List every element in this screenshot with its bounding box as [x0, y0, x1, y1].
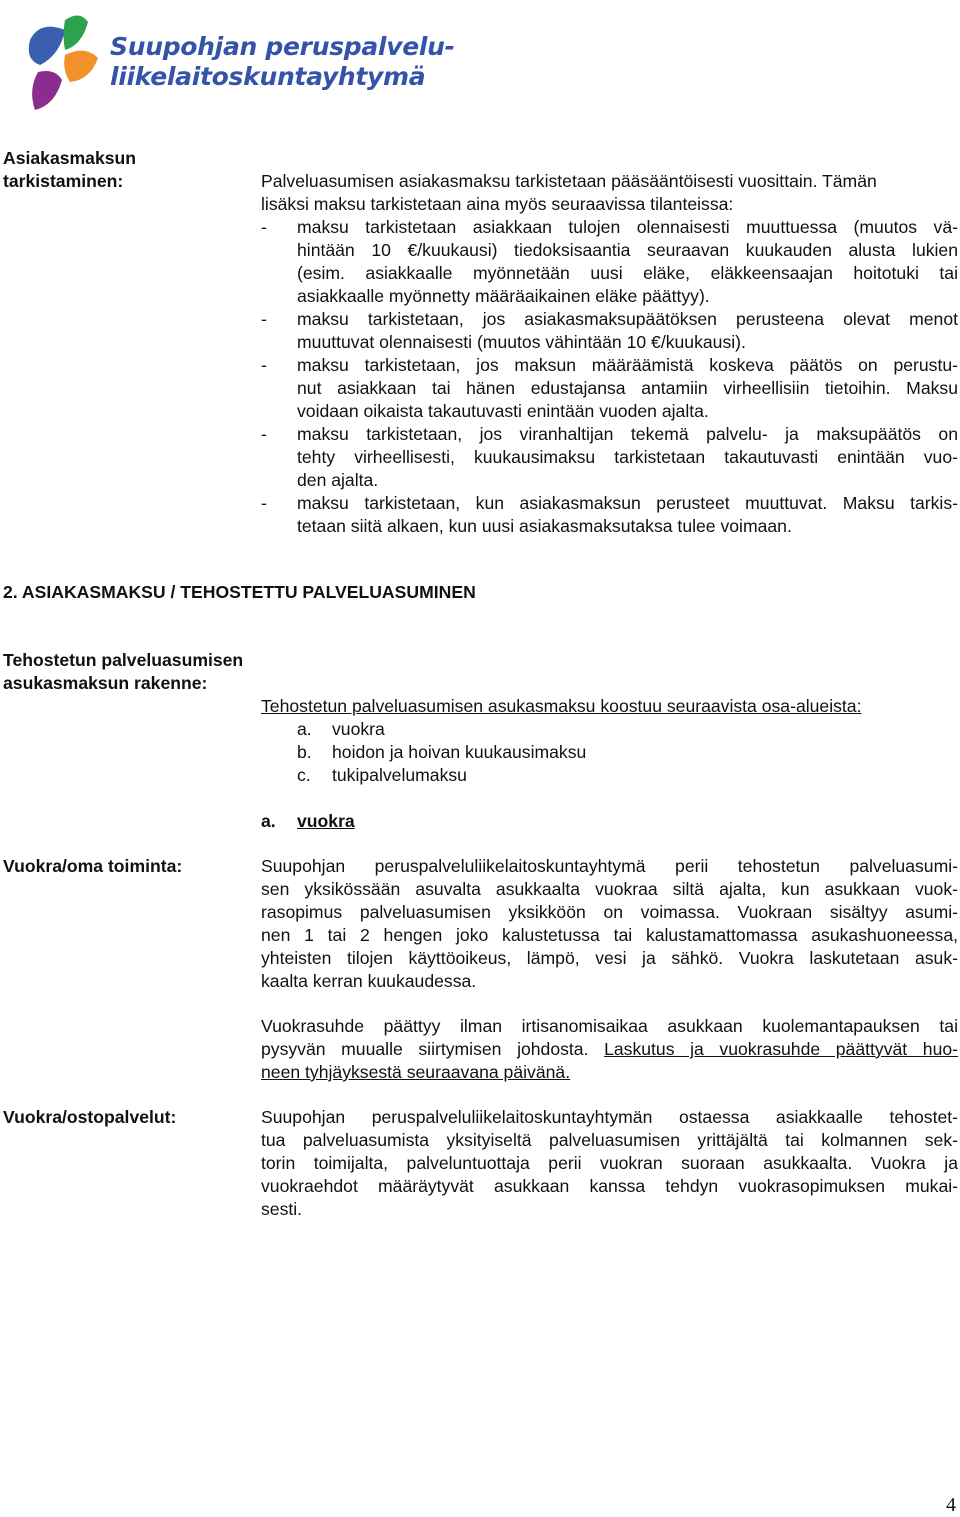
list-item-text: vuokra [332, 719, 385, 739]
paragraph-line: nen 1 tai 2 hengen joko kalustetussa tai kalustamattomassa asukashuoneessa, [261, 925, 958, 945]
paragraph-line-mixed [261, 1038, 958, 1061]
paragraph-line: tua palveluasumista yksityiseltä palveluasumisen yrittäjältä tai kolmannen sek- [261, 1130, 958, 1150]
bullet-line: maksu tarkistetaan, jos viranhaltijan tekemä palvelu- ja maksupäätös on [297, 424, 958, 444]
structure-lead-text: Tehostetun palveluasumisen asukasmaksu koostuu seuraavista osa-alueista: [261, 696, 862, 716]
bullet-line: (esim. asiakkaalle myönnetään uusi eläke, eläkkeensaajan hoitotuki tai [297, 263, 958, 283]
bullet-line: voidaan oikaista takautuvasti enintään vuoden ajalta. [297, 401, 709, 421]
paragraph-line: sesti. [261, 1199, 303, 1219]
bullet-line: hintään 10 €/kuukausi) tiedoksisaantia seuraavan kuukauden alusta lukien [297, 240, 958, 260]
list-item-text: hoidon ja hoivan kuukausimaksu [332, 742, 587, 762]
paragraph-line: Suupohjan peruspalveluliikelaitoskuntayhtymän ostaessa asiakkaalle tehostet- [261, 1107, 958, 1127]
paragraph-line: Vuokrasuhde päättyy ilman irtisanomisaikaa asukkaan kuolemantapauksen tai [261, 1016, 958, 1036]
intro-text-line2: lisäksi maksu tarkistetaan aina myös seuraavissa tilanteissa: [261, 194, 734, 214]
intro-text-line1: Palveluasumisen asiakasmaksu tarkistetaan pääsääntöisesti vuosittain. Tämän [261, 171, 877, 191]
bullet-line: muuttuvat olennaisesti (muutos vähintään 10 €/kuukausi). [297, 332, 746, 352]
logo-mark-icon [20, 10, 110, 120]
paragraph-line: torin toimijalta, palveluntuottaja perii vuokran suoraan asukkaalta. Vuokra ja [261, 1153, 958, 1173]
section-label-line2: tarkistaminen: [3, 171, 124, 191]
bullet-dash: - [261, 217, 267, 237]
subheading-title: vuokra [297, 811, 355, 831]
bullet-line: maksu tarkistetaan asiakkaan tulojen olennaisesti muuttuessa (muutos vä- [297, 217, 958, 237]
bullet-dash: - [261, 493, 267, 513]
organization-logo [20, 10, 455, 120]
logo-text-line2: liikelaitoskuntayhtymä [110, 62, 426, 91]
section-label: Vuokra/oma toiminta: [3, 856, 183, 876]
page-number: 4 [946, 1494, 956, 1516]
list-item-letter: b. [297, 742, 312, 762]
logo-text-line1: Suupohjan peruspalvelu- [110, 32, 455, 61]
bullet-line: maksu tarkistetaan, kun asiakasmaksun perusteet muuttuvat. Maksu tarkis- [297, 493, 958, 513]
paragraph-line: Suupohjan peruspalveluliikelaitoskuntayhtymä perii tehostetun palveluasumi- [261, 856, 958, 876]
bullet-line: asiakkaalle myönnetty määräaikainen eläke päättyy). [297, 286, 710, 306]
section-label-line2: asukasmaksun rakenne: [3, 673, 208, 693]
bullet-dash: - [261, 424, 267, 444]
section-label-line1: Asiakasmaksun [3, 148, 137, 168]
section-label: Vuokra/ostopalvelut: [3, 1107, 177, 1127]
list-item-text: tukipalvelumaksu [332, 765, 467, 785]
bullet-line: maksu tarkistetaan, jos maksun määräämistä koskeva päätös on perustu- [297, 355, 958, 375]
paragraph-line: rasopimus palveluasumisen yksikköön on voimassa. Vuokraan sisältyy asumi- [261, 902, 958, 922]
list-item-letter: c. [297, 765, 311, 785]
subheading-letter: a. [261, 811, 276, 831]
bullet-line: tehty virheellisesti, kuukausimaksu tarkistetaan takautuvasti enintään vuo- [297, 447, 958, 467]
underlined-text: Laskutus ja vuokrasuhde päättyvät huo- [604, 1039, 958, 1059]
underlined-text: neen tyhjäyksestä seuraavana päivänä. [261, 1062, 571, 1082]
bullet-line: maksu tarkistetaan, jos asiakasmaksupäätöksen perusteena olevat menot [297, 309, 958, 329]
section-label-line1: Tehostetun palveluasumisen [3, 650, 244, 670]
paragraph-line: yhteisten tilojen käyttöoikeus, lämpö, vesi ja sähkö. Vuokra laskutetaan asuk- [261, 948, 958, 968]
paragraph-text: pysyvän muualle siirtymisen johdosta. [261, 1039, 605, 1059]
bullet-line: nut asiakkaan tai hänen edustajansa antamiin virheellisiin tietoihin. Maksu [297, 378, 958, 398]
paragraph-line: sen yksikössään asuvalta asukkaalta vuokraa siltä ajalta, kun asukkaan vuok- [261, 879, 958, 899]
bullet-line: tetaan siitä alkaen, kun uusi asiakasmaksutaksa tulee voimaan. [297, 516, 792, 536]
bullet-dash: - [261, 309, 267, 329]
list-item-letter: a. [297, 719, 312, 739]
paragraph-line: vuokraehdot määräytyvät asukkaan kanssa tehdyn vuokrasopimuksen mukai- [261, 1176, 958, 1196]
paragraph-line: kaalta kerran kuukaudessa. [261, 971, 477, 991]
bullet-line: den ajalta. [297, 470, 379, 490]
section-heading: 2. ASIAKASMAKSU / TEHOSTETTU PALVELUASUMINEN [3, 582, 476, 602]
bullet-dash: - [261, 355, 267, 375]
